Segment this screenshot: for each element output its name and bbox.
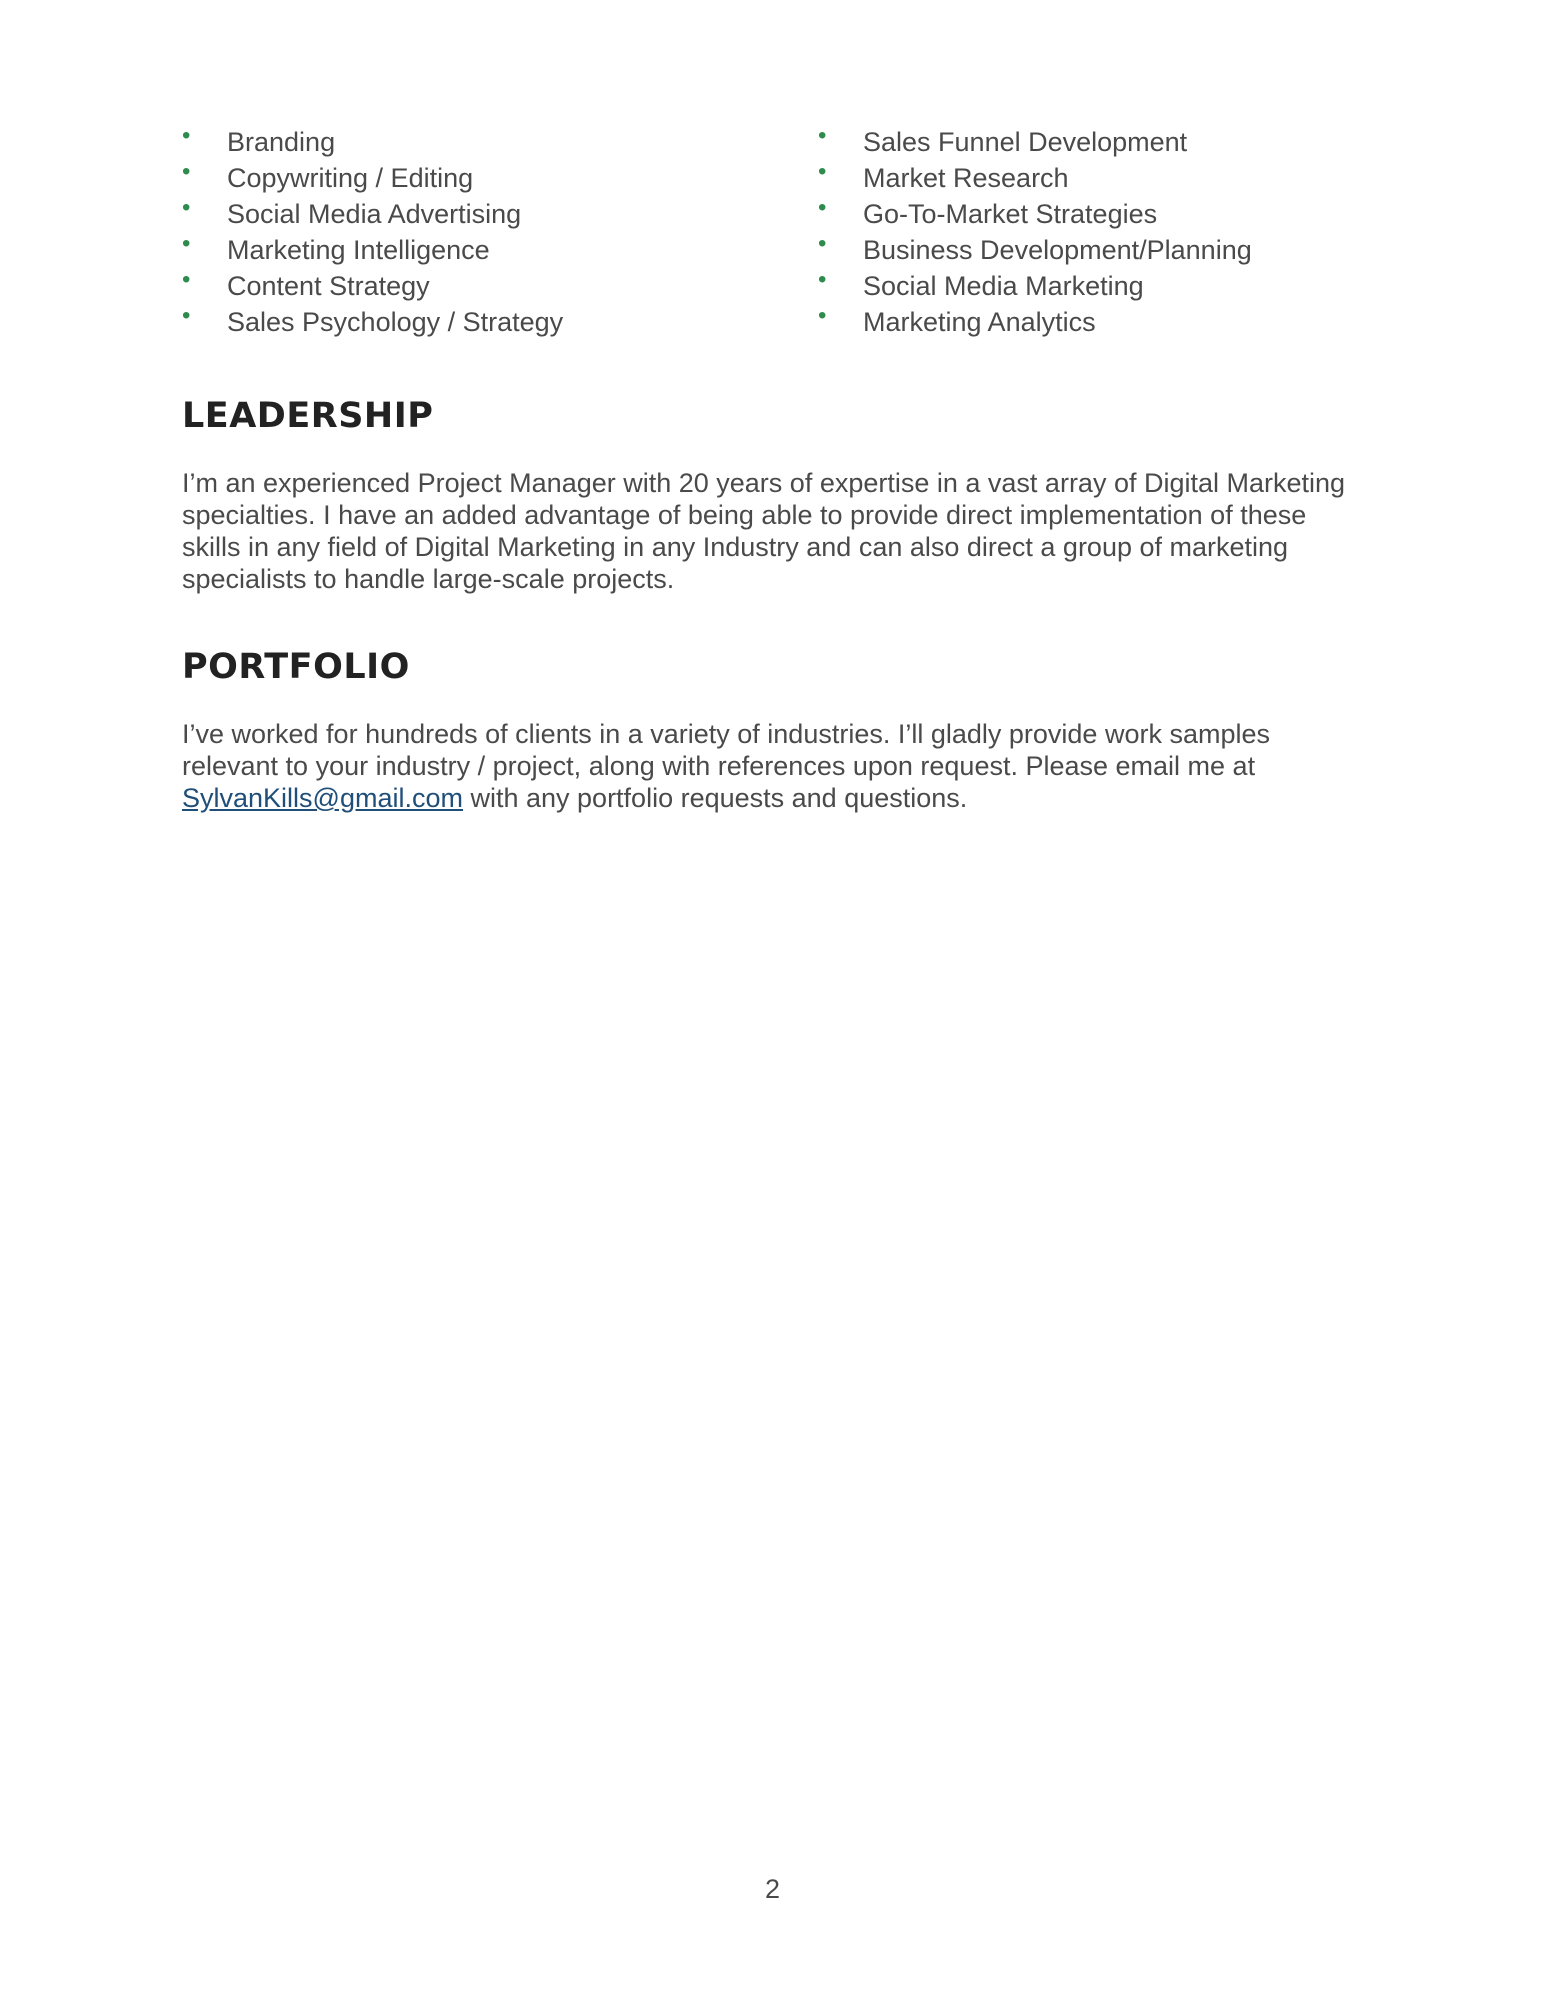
skill-label: Social Media Marketing bbox=[863, 271, 1144, 301]
leadership-paragraph: I’m an experienced Project Manager with 20 years of expertise in a vast array of Digital Marketing specialties. I have an added advantage of being able to provide direct implementation of these skills in any field of Digital Marketing in any Industry and can also direct a group of marketing specialists to handle large-scale projects. bbox=[182, 468, 1346, 594]
skill-item bbox=[182, 124, 818, 160]
skill-label: Go-To-Market Strategies bbox=[863, 199, 1158, 229]
skills-list bbox=[182, 124, 1362, 340]
skill-item bbox=[818, 196, 1358, 232]
portfolio-text-after: with any portfolio requests and questions. bbox=[462, 783, 968, 813]
leadership-heading: LEADERSHIP bbox=[182, 396, 434, 436]
skill-item bbox=[818, 124, 1358, 160]
skill-label: Sales Psychology / Strategy bbox=[227, 307, 564, 337]
bullet-icon: • bbox=[818, 302, 827, 329]
skill-item bbox=[818, 268, 1358, 304]
portfolio-heading: PORTFOLIO bbox=[182, 647, 410, 687]
skill-item bbox=[182, 268, 818, 304]
bullet-icon: • bbox=[182, 230, 191, 257]
skill-item bbox=[818, 160, 1358, 196]
page-number: 2 bbox=[764, 1874, 781, 1904]
skill-item bbox=[182, 160, 818, 196]
portfolio-text-before: I’ve worked for hundreds of clients in a variety of industries. I’ll gladly provide work samples relevant to your industry / project, along with references upon request. Please email me at bbox=[182, 719, 1270, 781]
skill-item bbox=[818, 304, 1358, 340]
skill-label: Content Strategy bbox=[227, 271, 430, 301]
bullet-icon: • bbox=[818, 266, 827, 293]
bullet-icon: • bbox=[182, 122, 191, 149]
skill-label: Copywriting / Editing bbox=[227, 163, 474, 193]
skill-label: Market Research bbox=[863, 163, 1069, 193]
skills-column-right bbox=[818, 124, 1358, 340]
portfolio-paragraph bbox=[182, 718, 1362, 814]
skill-label: Business Development/Planning bbox=[863, 235, 1252, 265]
skill-label: Marketing Intelligence bbox=[227, 235, 490, 265]
skills-column-left bbox=[182, 124, 818, 340]
skill-label: Sales Funnel Development bbox=[863, 127, 1188, 157]
bullet-icon: • bbox=[818, 158, 827, 185]
bullet-icon: • bbox=[182, 194, 191, 221]
bullet-icon: • bbox=[818, 230, 827, 257]
skill-item bbox=[182, 232, 818, 268]
bullet-icon: • bbox=[818, 122, 827, 149]
skill-label: Social Media Advertising bbox=[227, 199, 522, 229]
bullet-icon: • bbox=[182, 266, 191, 293]
skill-label: Marketing Analytics bbox=[863, 307, 1096, 337]
skill-item bbox=[818, 232, 1358, 268]
skill-label: Branding bbox=[227, 127, 336, 157]
email-link[interactable]: SylvanKills@gmail.com bbox=[182, 783, 463, 813]
bullet-icon: • bbox=[182, 158, 191, 185]
bullet-icon: • bbox=[818, 194, 827, 221]
bullet-icon: • bbox=[182, 302, 191, 329]
skill-item bbox=[182, 304, 818, 340]
skill-item bbox=[182, 196, 818, 232]
